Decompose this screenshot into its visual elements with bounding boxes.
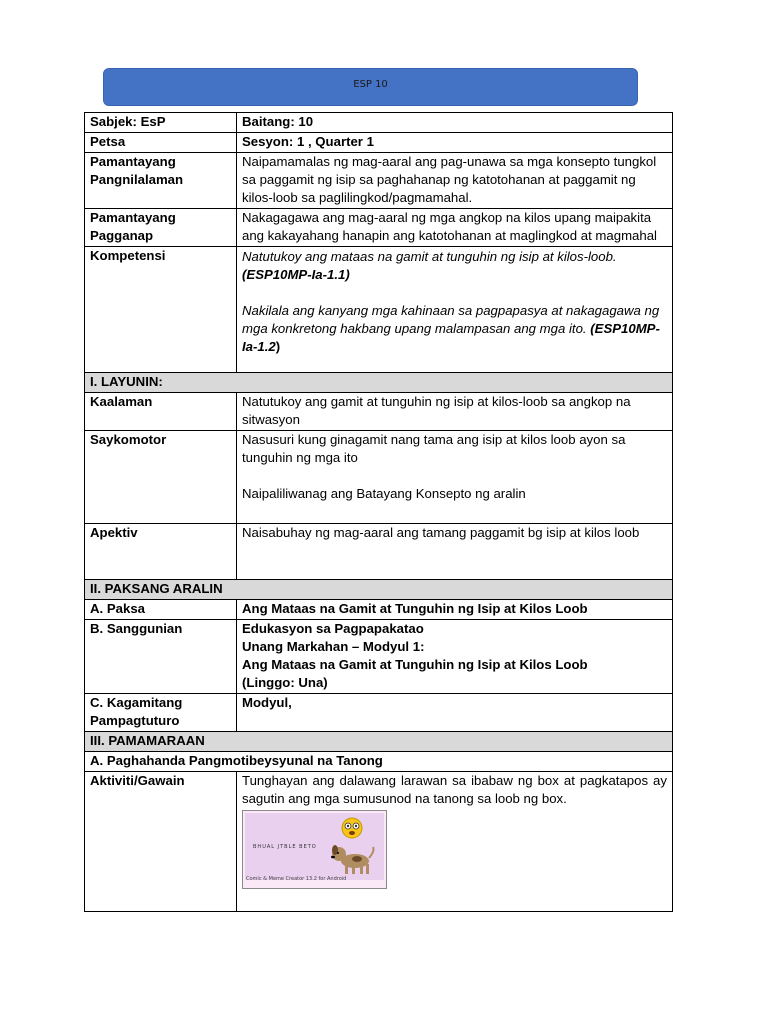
table-row <box>85 153 673 209</box>
pagganap-value: Nakagagawa ang mag-aaral ng mga angkop na kilos upang maipakita ang kakayahang hanapin ang katotohanan at maglingkod at magmahal <box>237 209 673 247</box>
kompetensi-item-1-code: (ESP10MP-Ia-1.1) <box>242 267 350 282</box>
pangnilalaman-label: Pamantayang Pangnilalaman <box>85 153 237 209</box>
aktiviti-text: Tunghayan ang dalawang larawan sa ibabaw ng box at pagkatapos ay sagutin ang mga sumusunod na tanong sa loob ng box. <box>242 773 667 806</box>
saykomotor-label: Saykomotor <box>85 431 237 524</box>
kompetensi-item-2 <box>242 302 667 356</box>
kompetensi-item-1 <box>242 248 667 284</box>
lesson-plan-table <box>84 112 673 912</box>
aktiviti-value <box>237 772 673 912</box>
pamamaraan-heading: III. PAMAMARAAN <box>85 732 673 752</box>
section-row <box>85 732 673 752</box>
pagganap-label: Pamantayang Pagganap <box>85 209 237 247</box>
paksang-aralin-heading: II. PAKSANG ARALIN <box>85 580 673 600</box>
kompetensi-item-1-text: Natutukoy ang mataas na gamit at tunguhin ng isip at kilos-loob. <box>242 249 617 264</box>
aktiviti-label: Aktiviti/Gawain <box>85 772 237 912</box>
sanggunian-value <box>237 620 673 694</box>
saykomotor-value-2: Naipaliliwanag ang Batayang Konsepto ng aralin <box>242 486 526 501</box>
table-row <box>85 600 673 620</box>
header-banner <box>103 68 638 106</box>
table-row <box>85 431 673 524</box>
table-row <box>85 133 673 153</box>
sesyon-cell: Sesyon: 1 , Quarter 1 <box>237 133 673 153</box>
table-row <box>85 524 673 580</box>
activity-image-text: BHUAL JTBLE BETO <box>253 844 317 850</box>
table-row <box>85 209 673 247</box>
kagamitan-label: C. Kagamitang Pampagtuturo <box>85 694 237 732</box>
table-row <box>85 694 673 732</box>
petsa-cell: Petsa <box>85 133 237 153</box>
pamamaraan-subheading: A. Paghahanda Pangmotibeysyunal na Tanong <box>85 752 673 772</box>
section-row <box>85 373 673 393</box>
sanggunian-line: Edukasyon sa Pagpapakatao <box>242 621 424 636</box>
table-row <box>85 620 673 694</box>
kompetensi-item-2-text: Nakilala ang kanyang mga kahinaan sa pagpapasya at nakagagawa ng mga konkretong hakbang upang malampasan ang mga ito. <box>242 303 660 336</box>
header-title: ESP 10 <box>353 79 388 90</box>
paksa-label: A. Paksa <box>85 600 237 620</box>
saykomotor-value <box>237 431 673 524</box>
sanggunian-label: B. Sanggunian <box>85 620 237 694</box>
emoji-face-icon <box>339 815 365 841</box>
kompetensi-label: Kompetensi <box>85 247 237 373</box>
paksa-value: Ang Mataas na Gamit at Tunguhin ng Isip at Kilos Loob <box>237 600 673 620</box>
kompetensi-value <box>237 247 673 373</box>
kaalaman-value: Natutukoy ang gamit at tunguhin ng isip at kilos-loob sa angkop na sitwasyon <box>237 393 673 431</box>
activity-image-caption: Comic & Meme Creator 13.2 for Android <box>246 876 347 882</box>
apektiv-value: Naisabuhay ng mag-aaral ang tamang paggamit bg isip at kilos loob <box>237 524 673 580</box>
table-row <box>85 752 673 772</box>
kompetensi-item-2-code: (ESP10MP-Ia-1.2 <box>242 321 660 354</box>
table-row <box>85 393 673 431</box>
sanggunian-line: Ang Mataas na Gamit at Tunguhin ng Isip at Kilos Loob <box>242 657 588 672</box>
sanggunian-line: (Linggo: Una) <box>242 675 328 690</box>
kaalaman-label: Kaalaman <box>85 393 237 431</box>
kagamitan-value: Modyul, <box>237 694 673 732</box>
sanggunian-line: Unang Markahan – Modyul 1: <box>242 639 425 654</box>
section-row <box>85 580 673 600</box>
pangnilalaman-value: Naipamamalas ng mag-aaral ang pag-unawa sa mga konsepto tungkol sa paggamit ng isip sa paghahanap ng katotohanan at paggamit ng kilos-loob sa paglilingkod/pagmamahal. <box>237 153 673 209</box>
activity-image <box>242 810 387 889</box>
table-row <box>85 113 673 133</box>
saykomotor-value-1: Nasusuri kung ginagamit nang tama ang isip at kilos loob ayon sa tunguhin ng mga ito <box>242 432 626 465</box>
table-row <box>85 247 673 373</box>
table-row <box>85 772 673 912</box>
apektiv-label: Apektiv <box>85 524 237 580</box>
kompetensi-item-2-close: ) <box>275 339 281 354</box>
baitang-cell: Baitang: 10 <box>237 113 673 133</box>
sabjek-cell: Sabjek: EsP <box>85 113 237 133</box>
layunin-heading: I. LAYUNIN: <box>85 373 673 393</box>
